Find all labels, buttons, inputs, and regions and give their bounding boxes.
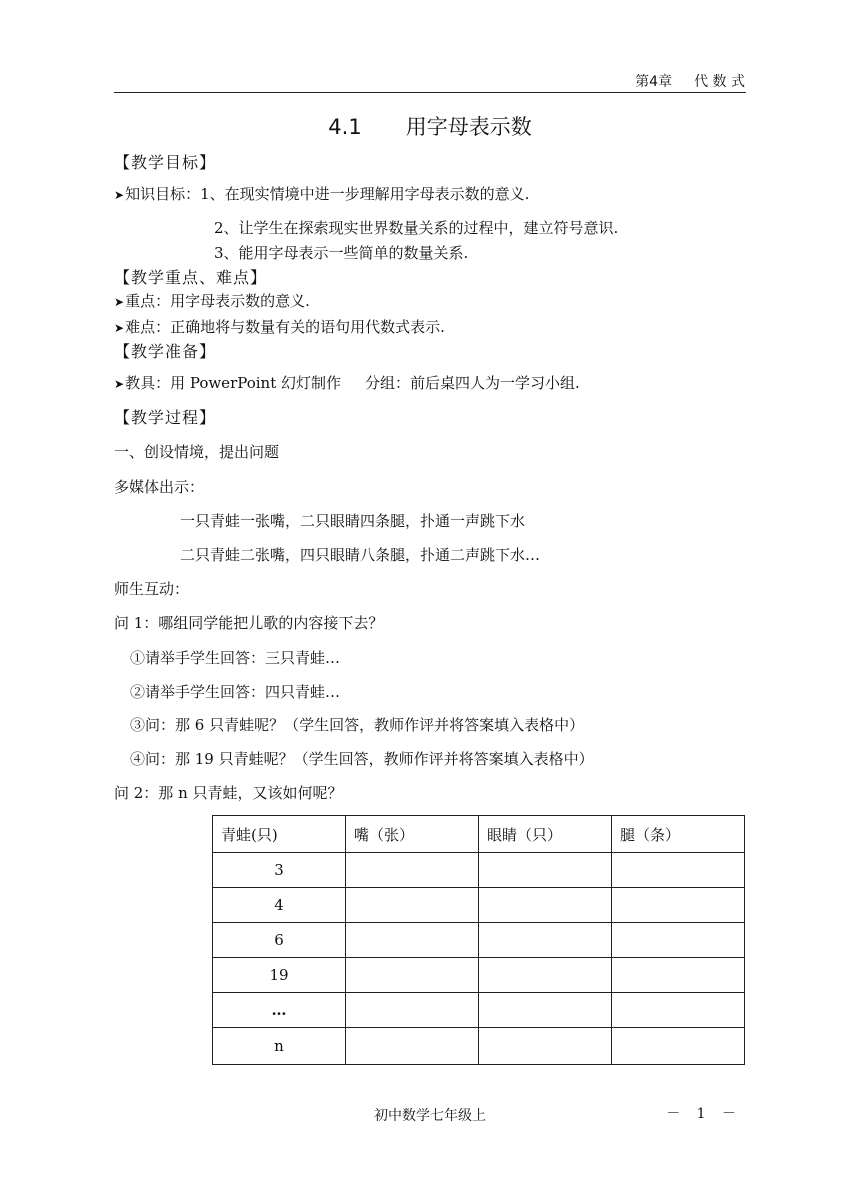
answer-1: ①请举手学生回答：三只青蛙… <box>130 649 341 667</box>
table-cell-frogs: 3 <box>213 853 346 888</box>
table-cell-frogs: n <box>213 1028 346 1065</box>
focus-item <box>114 290 310 311</box>
multimedia-label: 多媒体出示： <box>114 478 205 496</box>
table-header-cell: 嘴（张） <box>346 816 479 853</box>
table-cell-empty[interactable] <box>612 853 745 888</box>
objective-label: 知识目标： <box>125 185 201 203</box>
process-heading: 【教学过程】 <box>114 408 217 427</box>
table-cell-frogs: 6 <box>213 923 346 958</box>
table-cell-frogs: 4 <box>213 888 346 923</box>
preparation-heading: 【教学准备】 <box>114 342 217 361</box>
table-row <box>213 1028 745 1065</box>
chapter-number: 第4章 <box>635 74 673 90</box>
answer-3: ③问：那 6 只青蛙呢？（学生回答，教师作评并将答案填入表格中） <box>130 716 585 734</box>
preparation-item <box>114 372 580 393</box>
table-cell-empty[interactable] <box>479 923 612 958</box>
table-cell-empty[interactable] <box>612 993 745 1028</box>
rhyme-line-1: 一只青蛙一张嘴，二只眼睛四条腿，扑通一声跳下水 <box>180 512 526 530</box>
header-rule <box>114 92 746 93</box>
interaction-label: 师生互动： <box>114 580 190 598</box>
table-header-row <box>213 816 745 853</box>
table-cell-empty[interactable] <box>346 888 479 923</box>
objectives-heading: 【教学目标】 <box>114 153 217 172</box>
section-title-text: 用字母表示数 <box>405 115 532 139</box>
table-cell-empty[interactable] <box>479 958 612 993</box>
table-cell-empty[interactable] <box>479 888 612 923</box>
grouping-text: 分组：前后桌四人为一学习小组. <box>365 374 580 392</box>
table-cell-empty[interactable] <box>479 853 612 888</box>
frog-table <box>212 815 745 1065</box>
table-row <box>213 853 745 888</box>
table-row <box>213 958 745 993</box>
objective-text-1: 1、在现实情境中进一步理解用字母表示数的意义. <box>200 185 530 203</box>
bullet-arrow-icon: ➤ <box>114 188 125 202</box>
table-cell-empty[interactable] <box>346 993 479 1028</box>
table-row <box>213 993 745 1028</box>
difficulty-item <box>114 316 445 337</box>
table-header-cell: 青蛙(只) <box>213 816 346 853</box>
objective-item-1 <box>114 183 529 204</box>
answer-2: ②请举手学生回答：四只青蛙… <box>130 683 341 701</box>
table-cell-empty[interactable] <box>479 1028 612 1065</box>
table-cell-empty[interactable] <box>479 993 612 1028</box>
table-cell-empty[interactable] <box>612 888 745 923</box>
tools-text: 教具：用 PowerPoint 幻灯制作 <box>125 374 342 392</box>
table-cell-empty[interactable] <box>346 853 479 888</box>
table-row <box>213 923 745 958</box>
focus-text: 重点：用字母表示数的意义. <box>125 292 310 310</box>
question-1: 问 1：哪组同学能把儿歌的内容接下去？ <box>114 614 384 632</box>
difficulty-text: 难点：正确地将与数量有关的语句用代数式表示. <box>125 318 445 336</box>
table-header-cell: 腿（条） <box>612 816 745 853</box>
answer-4: ④问：那 19 只青蛙呢？（学生回答，教师作评并将答案填入表格中） <box>130 750 594 768</box>
bullet-arrow-icon: ➤ <box>114 295 125 309</box>
rhyme-line-2: 二只青蛙二张嘴，四只眼睛八条腿，扑通二声跳下水… <box>180 546 541 564</box>
table-cell-empty[interactable] <box>346 1028 479 1065</box>
table-cell-empty[interactable] <box>346 923 479 958</box>
section-number: 4.1 <box>328 115 362 139</box>
step-1: 一、创设情境，提出问题 <box>114 443 280 461</box>
objective-item-3: 3、能用字母表示一些简单的数量关系. <box>214 244 469 262</box>
chapter-header <box>635 71 745 91</box>
bullet-arrow-icon: ➤ <box>114 321 125 335</box>
table-cell-empty[interactable] <box>612 923 745 958</box>
table-cell-empty[interactable] <box>612 1028 745 1065</box>
section-title <box>0 111 860 141</box>
table-cell-empty[interactable] <box>612 958 745 993</box>
keypoints-heading: 【教学重点、难点】 <box>114 268 268 287</box>
table-header-cell: 眼睛（只） <box>479 816 612 853</box>
table-cell-frogs: 19 <box>213 958 346 993</box>
table-cell-empty[interactable] <box>346 958 479 993</box>
footer-book-title: 初中数学七年级上 <box>374 1108 486 1124</box>
question-2: 问 2：那 n 只青蛙，又该如何呢？ <box>114 784 343 802</box>
bullet-arrow-icon: ➤ <box>114 377 125 391</box>
page-number: － 1 － <box>666 1106 742 1122</box>
table-cell-frogs: … <box>213 993 346 1028</box>
table-row <box>213 888 745 923</box>
objective-item-2: 2、让学生在探索现实世界数量关系的过程中，建立符号意识. <box>214 219 619 237</box>
chapter-title: 代 数 式 <box>694 74 745 90</box>
